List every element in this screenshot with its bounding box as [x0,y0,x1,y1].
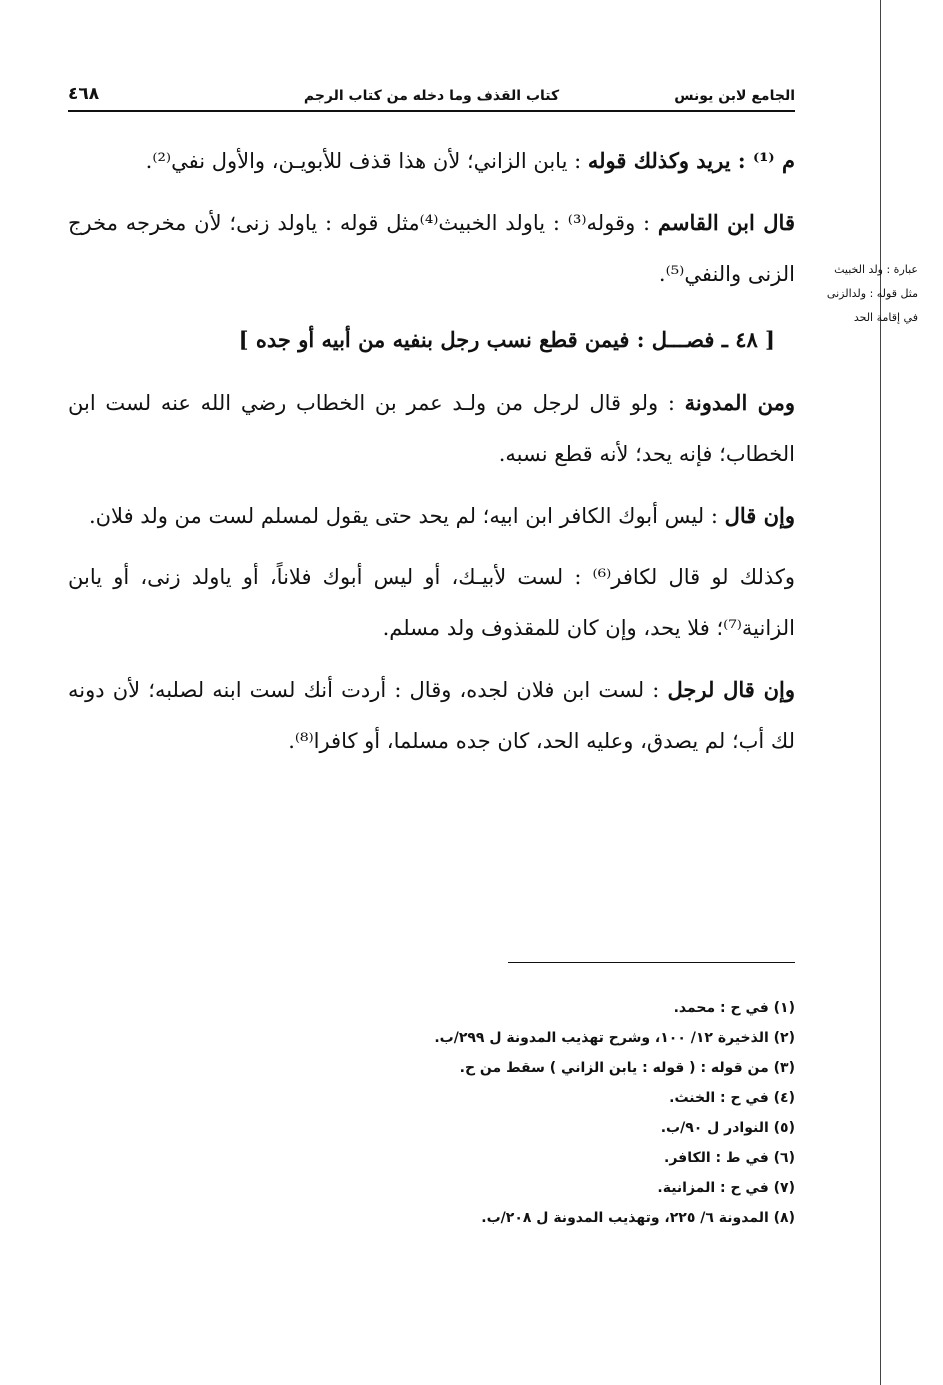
margin-divider [880,0,881,1385]
footnote: (٥) النوادر ل ٩٠/ب. [660,1120,795,1136]
footnote: (٢) الذخيرة ١٢/ ١٠٠، وشرح تهذيب المدونة ل ٢٩٩/ب. [434,1030,795,1046]
paragraph [68,664,795,767]
paragraph [68,377,795,480]
paragraph [68,490,795,542]
paragraph-text: : يابن الزاني؛ لأن هذا قذف للأبويـن، والأول نفي⁽²⁾. [145,149,588,173]
footnotes [300,993,795,1233]
paragraph-lead: قال ابن القاسم [657,210,795,235]
margin-note [808,258,918,330]
chapter-title: كتاب القذف وما دخله من كتاب الرجم [303,88,560,104]
margin-note-line: مثل قوله : ولدالزنى [826,287,918,300]
paragraph [68,197,795,300]
page-header [68,80,795,112]
paragraph [68,135,795,187]
paragraph [68,552,795,654]
paragraph-text: : وقوله⁽³⁾ : ياولد الخبيث⁽⁴⁾مثل قوله : ياولد زنى؛ لأن مخرجه مخرج الزنى والنفي⁽⁵⁾. [68,211,795,286]
margin-note-line: عبارة : ولد الخبيث [834,263,918,276]
footnote: (٧) في ح : المزانية. [657,1180,795,1196]
paragraph-text: : ولو قال لرجل من ولـد عمر بن الخطاب رضي الله عنه لست ابن الخطاب؛ فإنه يحد؛ لأنه قطع نسبه. [68,391,795,466]
footnote: (٦) في ط : الكافر. [664,1150,795,1166]
book-title: الجامع لابن يونس [674,88,795,104]
margin-note-line: في إقامة الحد [853,311,918,324]
paragraph-text: : لست ابن فلان لجده، وقال : أردت أنك لست ابنه لصلبه؛ لأن دونه لك أب؛ لم يصدق، وعليه الحد، كان جده مسلما، أو كافرا⁽⁸⁾. [68,678,795,753]
footnote-separator [508,962,795,963]
paragraph-lead: ومن المدونة [684,390,796,415]
footnote: (٨) المدونة ٦/ ٢٢٥، وتهذيب المدونة ل ٢٠٨/ب. [481,1210,795,1226]
footnote: (٣) من قوله : ( قوله : يابن الزاني ) سقط من ح. [459,1060,795,1076]
main-text [68,135,795,777]
paragraph-lead: م ⁽¹⁾ : يريد وكذلك قوله [587,148,795,173]
footnote: (١) في ح : محمد. [673,1000,795,1016]
paragraph-text: وكذلك لو قال لكافر⁽⁶⁾ : لست لأبيـك، أو ليس أبوك فلاناً، أو ياولد زنى، أو يابن الزانية⁽⁷⁾؛ فلا يحد، وإن كان للمقذوف ولد مسلم. [68,565,796,640]
section-title: [ ٤٨ ـ فصـــل : فيمن قطع نسب رجل بنفيه من أبيه أو جده ] [238,327,775,352]
paragraph-lead: وإن قال لرجل [667,677,796,702]
paragraph-lead: وإن قال [724,503,795,528]
page-number: ٤٦٨ [68,84,100,104]
paragraph-text: : ليس أبوك الكافر ابن ابيه؛ لم يحد حتى يقول لمسلم لست من ولد فلان. [88,504,725,528]
footnote: (٤) في ح : الخنث. [669,1090,795,1106]
